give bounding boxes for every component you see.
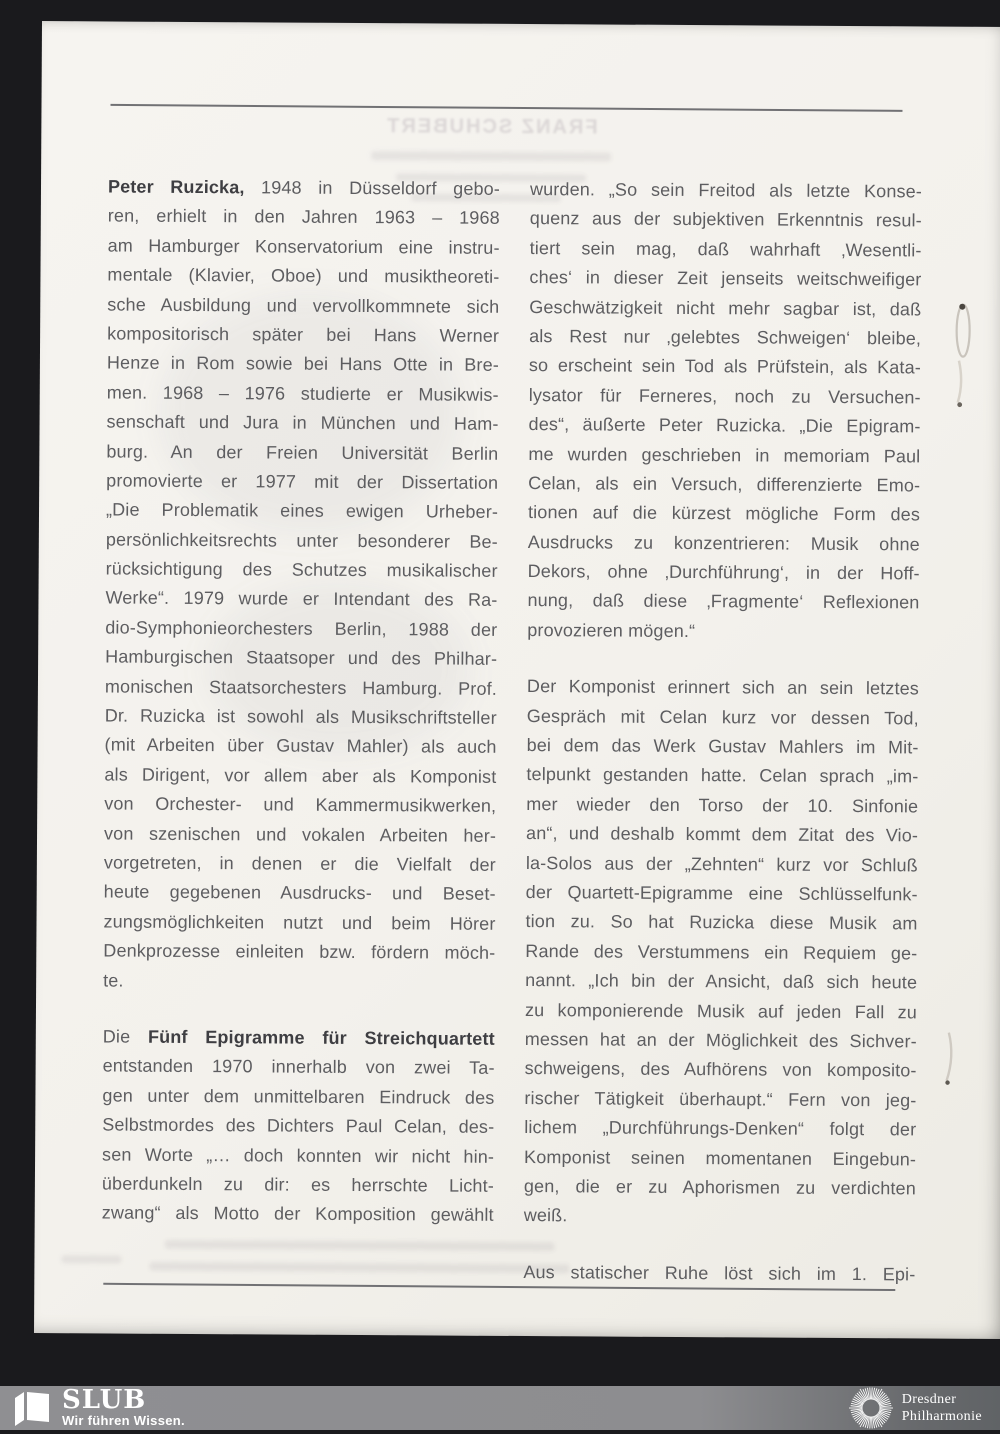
paragraph [524, 672, 919, 1233]
text-line: so erscheint sein Tod als Prüfstein, als Kata- [528, 355, 921, 378]
text-column-left [102, 172, 500, 1230]
philharmonie-line1: Dresdner [901, 1392, 957, 1407]
text-line: des“, äußerte Peter Ruzicka. „Die Epigram- [528, 414, 921, 437]
paragraph [527, 175, 922, 648]
text-line: von Orchester- und Kammermusikwerken, [104, 793, 497, 817]
text-line: bei dem das Werk Gustav Mahlers im Mit- [526, 735, 919, 758]
text-line: Werke“. 1979 wurde er Intendant des Ra- [105, 587, 498, 611]
text-line: Henze in Rom sowie bei Hans Otte in Bre- [106, 352, 499, 376]
text-line: Rande des Verstummens ein Requiem ge- [525, 940, 918, 964]
text-line: men. 1968 – 1976 studierte er Musikwis- [106, 382, 499, 405]
text-line: sche Ausbildung und vervollkommnete sich [107, 294, 500, 317]
text-line: Die Fünf Epigramme für Streichquartett [102, 1026, 495, 1049]
text-line: persönlichkeitsrechts unter besonderer Be- [105, 529, 498, 552]
text-line: (mit Arbeiten über Gustav Mahler) als auch [104, 734, 497, 758]
text-line: mentale (Klavier, Oboe) und musiktheoreti- [107, 264, 500, 288]
slub-tagline: Wir führen Wissen. [62, 1413, 185, 1428]
text-line: Dr. Ruzicka ist sowohl als Musikschriftsteller [104, 705, 497, 728]
text-line: Hamburgischen Staatsoper und des Philhar- [105, 646, 498, 670]
text-line: „Die Problematik eines ewigen Urheber- [105, 499, 499, 523]
text-line: schweigens, des Aufhörens von komposito- [524, 1058, 917, 1081]
ghost-bleedthrough-heading: FRANZ SCHUBERT [385, 115, 598, 139]
text-line: Celan, als ein Versuch, differenzierte Emo- [528, 472, 921, 496]
paragraph [102, 1022, 495, 1230]
text-line: lysator für Ferneres, noch zu Versuchen- [528, 384, 921, 408]
text-line: te. [103, 970, 124, 991]
text-line: zungsmöglichkeiten nutzt und beim Hörer [103, 911, 496, 934]
text-line: Peter Ruzicka, 1948 in Düsseldorf gebo- [107, 176, 501, 199]
text-line: tionen auf die kürzest mögliche Form des [527, 502, 921, 525]
text-line: zwang“ als Motto der Komposition gewählt [101, 1202, 494, 1226]
text-line: tion zu. So hat Ruzicka diese Musik am [525, 911, 918, 934]
paragraph [103, 172, 500, 997]
text-line: Denkprozesse einleiten bzw. fördern möch- [103, 940, 496, 964]
text-line: burg. An der Freien Universität Berlin [106, 440, 499, 464]
text-line: nung, daß diese ‚Fragmente‘ Reflexionen [527, 590, 920, 613]
text-line: am Hamburger Konservatorium eine instru- [107, 235, 500, 258]
ghost-bleedthrough-line [165, 1240, 555, 1251]
text-line: kompositorisch später bei Hans Werner [107, 323, 500, 346]
text-line: Aus statischer Ruhe löst sich im 1. Epi- [523, 1261, 916, 1285]
text-line: zu komponierende Musik auf jeden Fall zu [524, 999, 918, 1022]
top-rule [110, 104, 902, 112]
text-line: me wurden geschrieben in memoriam Paul [528, 443, 921, 466]
text-line: mer wieder den Torso der 10. Sinfonie [526, 793, 919, 817]
text-line: von szenischen und vokalen Arbeiten her- [103, 823, 497, 846]
viewer-footer [0, 1386, 1000, 1430]
text-line: quenz aus der subjektiven Erkenntnis resul- [529, 208, 922, 231]
text-line: dio-Symphonieorchesters Berlin, 1988 der [105, 617, 498, 640]
text-line: rücksichtigung des Schutzes musikalischer [105, 558, 498, 581]
text-line: rischer Tätigkeit überhaupt.“ Fern von jeg- [524, 1087, 917, 1111]
text-line: ches‘ in dieser Zeit jenseits weitschweifiger [529, 267, 922, 290]
text-line: wurden. „So sein Freitod als letzte Konse- [529, 179, 923, 202]
text-line: als Dirigent, vor allem aber als Komponist [104, 764, 497, 787]
scanned-page [34, 21, 1000, 1339]
text-line: tiert sein mag, daß wahrhaft ‚Wesentli- [529, 237, 922, 261]
staple-mark [952, 299, 975, 415]
slub-logo[interactable] [12, 1385, 185, 1428]
text-line: Ausdrucks zu konzentrieren: Musik ohne [527, 531, 920, 555]
text-line: sen Worte „… doch konnten wir nicht hin- [102, 1143, 495, 1167]
text-column-right [523, 175, 922, 1289]
ghost-bleedthrough-line [149, 1262, 569, 1274]
ghost-bleedthrough-line [371, 151, 611, 161]
paragraph [523, 1258, 915, 1290]
text-line: Komponist seinen momentanen Eingebun- [524, 1146, 917, 1169]
text-line: monischen Staatsorchesters Hamburg. Prof. [104, 676, 498, 699]
text-line: ren, erhielt in den Jahren 1963 – 1968 [107, 205, 500, 229]
text-line: Geschwätzigkeit nicht mehr sagbar ist, daß [529, 296, 922, 320]
text-line: telpunkt gestanden hatte. Celan sprach „im- [526, 764, 919, 787]
text-line: promovierte er 1977 mit der Dissertation [106, 470, 499, 493]
text-line: gen unter dem unmittelbaren Eindruck des [102, 1085, 495, 1108]
text-line: la-Solos aus der „Zehnten“ kurz vor Schluß [525, 852, 918, 876]
text-line: Selbstmordes des Dichters Paul Celan, des- [102, 1114, 495, 1137]
starburst-icon [848, 1385, 894, 1431]
text-line: Der Komponist erinnert sich an sein letztes [526, 676, 920, 699]
text-line: lichem „Durchführungs-Denken“ folgt der [524, 1117, 917, 1140]
text-line: überdunkeln zu dir: es herrschte Licht- [101, 1173, 494, 1196]
text-line: Dekors, ohne ‚Durchführung‘, in der Hoff- [527, 561, 920, 584]
text-line: heute gegebenen Ausdrucks- und Beset- [103, 881, 496, 905]
text-line: an“, und deshalb kommt dem Zitat des Vio- [526, 823, 919, 846]
text-line: der Quartett-Epigramme eine Schlüsselfunk- [525, 882, 918, 905]
slub-wordmark: SLUB [62, 1385, 147, 1415]
text-line: messen hat an der Möglichkeit des Sichver- [524, 1028, 917, 1052]
dresdner-philharmonie-logo[interactable] [848, 1385, 992, 1431]
slub-book-icon [12, 1389, 52, 1427]
text-line: Gespräch mit Celan kurz vor dessen Tod, [526, 705, 919, 729]
text-line: als Rest nur ‚gelebtes Schweigen‘ bleibe, [529, 325, 922, 349]
ghost-bleedthrough-line [61, 1255, 121, 1263]
text-line: senschaft und Jura in München und Ham- [106, 411, 499, 434]
staple-mark [939, 1029, 959, 1089]
text-line: nannt. „Ich bin der Ansicht, daß sich heute [525, 970, 918, 993]
text-line: gen, die er zu Aphorismen zu verdichten [523, 1175, 916, 1199]
text-line: entstanden 1970 innerhalb von zwei Ta- [102, 1055, 495, 1079]
text-line: weiß. [523, 1205, 568, 1226]
text-line: provozieren mögen.“ [527, 619, 696, 641]
text-line: vorgetreten, in denen er die Vielfalt der [103, 852, 496, 875]
philharmonie-line2: Philharmonie [901, 1409, 982, 1424]
